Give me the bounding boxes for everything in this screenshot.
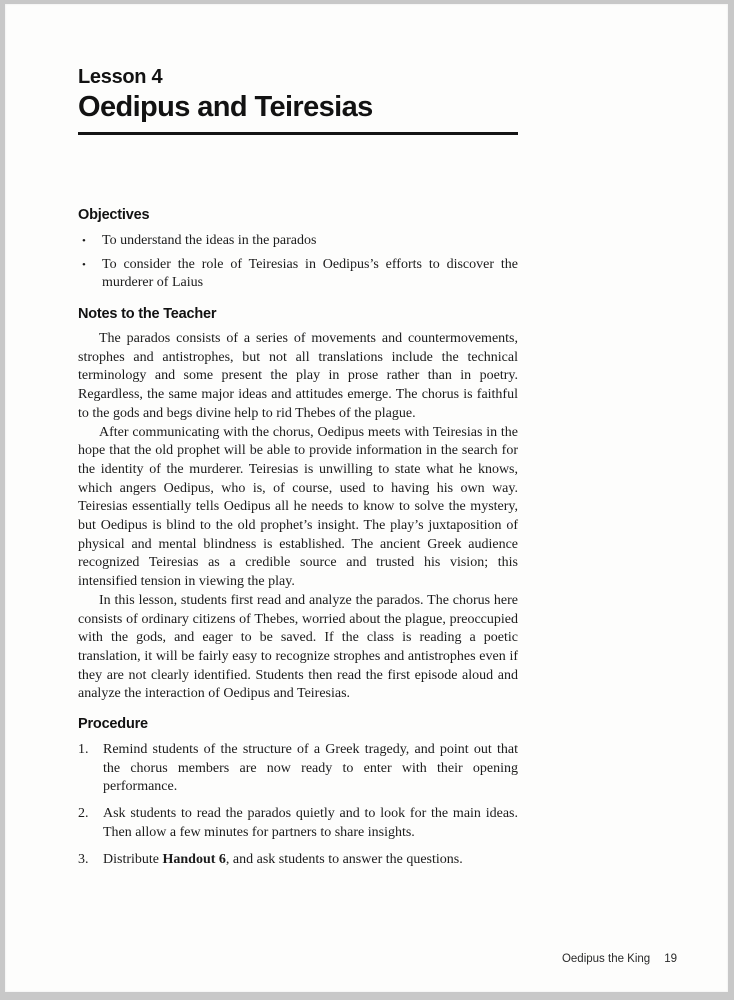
objective-text: To understand the ideas in the parados	[102, 232, 317, 248]
objectives-list	[78, 232, 518, 293]
footer-page-number: 19	[664, 953, 677, 965]
list-item	[78, 741, 518, 797]
notes-paragraph: In this lesson, students first read and analyze the parados. The chorus here consists of ordinary citizens of Thebes, worried about the plague, preoccupied with the gods, and eager to be saved. If the class is reading a poetic translation, it will be fairly easy to recognize strophes and antistrophes even if they are not clearly identified. Students then read the first episode aloud and analyze the interaction of Oedipus and Teiresias.	[78, 592, 518, 702]
notes-paragraph: After communicating with the chorus, Oedipus meets with Teiresias in the hope that the old prophet will be able to provide information in the search for the identity of the murderer. Teiresias is unwilling to state what he knows, which angers Oedipus, who is, of course, used to having his own way. Teiresias essentially tells Oedipus all he needs to know to solve the mystery, but Oedipus is blind to the old prophet’s insight. The play’s juxtaposition of physical and mental blindness is established. The ancient Greek audience recognized Teiresias as a credible source and trusted his vision; this intensified tension in viewing the play.	[78, 424, 518, 590]
objectives-heading: Objectives	[78, 206, 150, 223]
step-number: 3.	[78, 851, 89, 867]
notes-paragraph: The parados consists of a series of movements and countermovements, strophes and antistrophes, but not all translations include the technical terminology and some present the play in prose rather than in poetry. Regardless, the same major ideas and attitudes emerge. The chorus is faithful to the gods and begs divine help to rid Thebes of the plague.	[78, 331, 518, 421]
notes-heading: Notes to the Teacher	[78, 306, 217, 322]
step-text-pre: Distribute	[103, 851, 163, 867]
step-number: 1.	[78, 742, 89, 758]
step-text-pre: Ask students to read the parados quietly and to look for the main ideas. Then allow a few minutes for partners to share insights.	[103, 806, 518, 840]
notes-body	[78, 330, 518, 704]
step-text	[103, 805, 518, 842]
step-text-bold: Handout 6	[162, 851, 226, 867]
list-item	[78, 232, 518, 251]
step-text-post: , and ask students to answer the questions.	[225, 851, 463, 867]
step-text	[103, 851, 518, 870]
list-item	[78, 805, 518, 842]
list-item	[78, 851, 518, 870]
page-title: Oedipus and Teiresias	[78, 91, 373, 123]
page-content	[5, 4, 518, 869]
list-item	[78, 256, 518, 293]
objective-text: To consider the role of Teiresias in Oedipus’s efforts to discover the murderer of Laius	[102, 256, 518, 291]
title-rule	[78, 132, 518, 135]
step-text-pre: Remind students of the structure of a Greek tragedy, and point out that the chorus members are now ready to enter with their opening performance.	[103, 742, 518, 795]
lesson-label: Lesson 4	[78, 66, 163, 88]
bullet-icon: •	[82, 234, 86, 247]
procedure-heading: Procedure	[78, 716, 148, 733]
page-footer	[562, 953, 677, 965]
footer-book-title: Oedipus the King	[561, 953, 651, 965]
bullet-icon: •	[82, 258, 86, 271]
procedure-list	[78, 741, 518, 869]
step-text	[103, 741, 518, 797]
step-number: 2.	[78, 806, 89, 822]
book-page	[5, 4, 728, 992]
